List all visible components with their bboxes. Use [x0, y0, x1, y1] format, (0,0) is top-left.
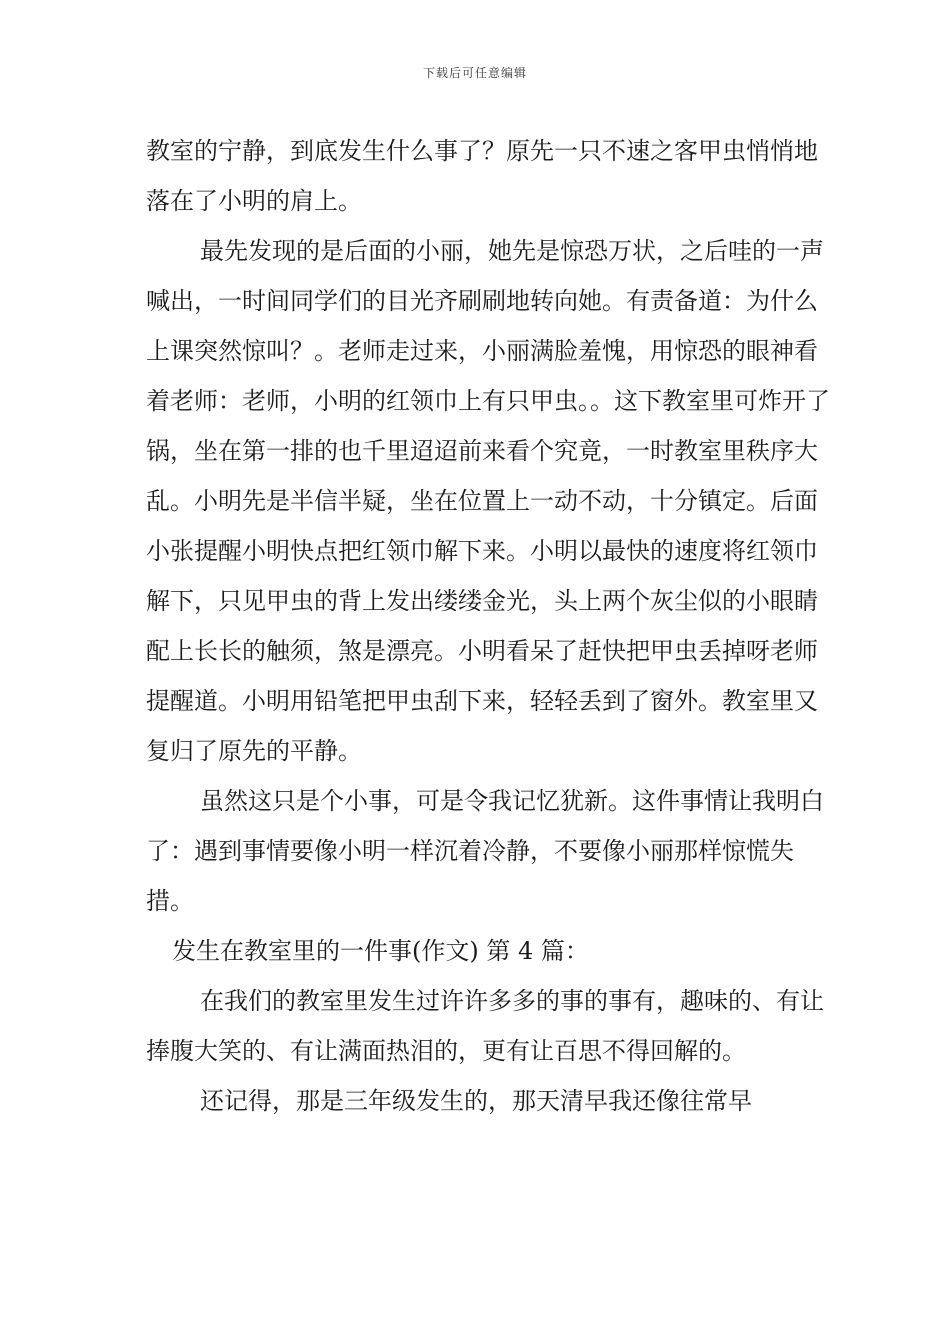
- paragraph-continuation: 教室的宁静，到底发生什么事了？原先一只不速之客甲虫悄悄地落在了小明的肩上。: [146, 137, 818, 215]
- paragraph-intro: 在我们的教室里发生过许许多多的事的事有，趣味的、有让捧腹大笑的、有让满面热泪的，更有让百思不得回解的。: [146, 987, 824, 1065]
- paragraph-memory: 还记得，那是三年级发生的，那天清早我还像往常早: [200, 1087, 752, 1115]
- paragraph-beetle-story: 最先发现的是后面的小丽，她先是惊恐万状，之后哇的一声喊出，一时间同学们的目光齐刷刷地转向她。有责备道：为什么上课突然惊叫？。老师走过来，小丽满脸羞愧，用惊恐的眼神看着老师：老师，小明的红领巾上有只甲虫。。这下教室里可炸开了锅，坐在第一排的也千里迢迢前来看个究竟，一时教室里秩序大乱。小明先是半信半疑，坐在位置上一动不动，十分镇定。后面小张提醒小明快点把红领巾解下来。小明以最快的速度将红领巾解下，只见甲虫的背上发出缕缕金光，头上两个灰尘似的小眼睛配上长长的触须，煞是漂亮。小明看呆了赶快把甲虫丢掉呀老师提醒道。小明用铅笔把甲虫刮下来，轻轻丢到了窗外。教室里又复归了原先的平静。: [146, 237, 830, 765]
- document-body: [146, 126, 836, 1126]
- paragraph-reflection: 虽然这只是个小事，可是令我记忆犹新。这件事情让我明白了：遇到事情要像小明一样沉着冷静，不要像小丽那样惊慌失措。: [146, 787, 824, 915]
- section-heading: 发生在教室里的一件事(作文) 第 4 篇：: [172, 937, 589, 965]
- page-header-note: 下载后可任意编辑: [422, 66, 527, 80]
